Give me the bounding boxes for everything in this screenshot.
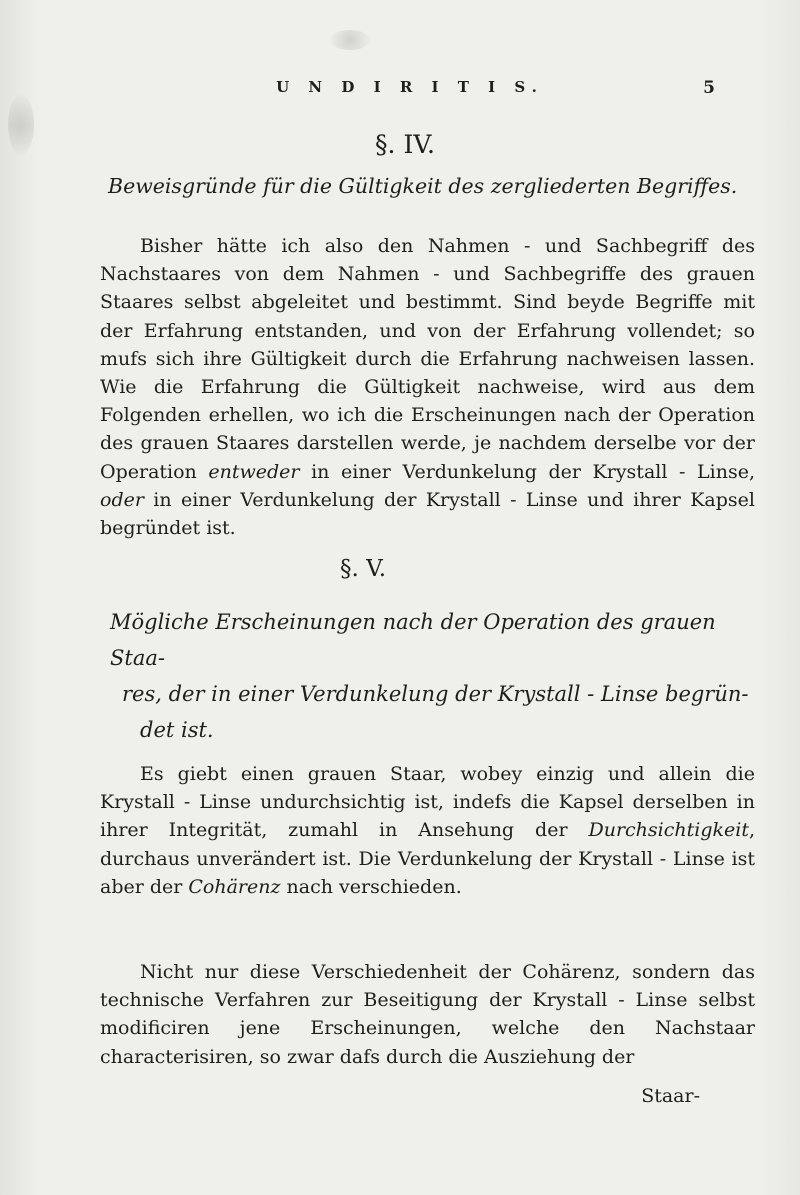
paragraph-emphasis: entweder xyxy=(208,460,300,483)
paragraph-emphasis: Cohärenz xyxy=(188,875,281,898)
paragraph-text: in einer Verdunkelung der Krystall - Linse und ihrer Kapsel begründet ist. xyxy=(100,488,755,540)
heading-line: det ist. xyxy=(140,718,214,742)
paragraph-emphasis: oder xyxy=(100,488,144,511)
paragraph-text: nach verschieden. xyxy=(280,875,462,898)
page-number: 5 xyxy=(703,78,715,98)
section-v-heading xyxy=(110,604,750,748)
section-v-paragraph-2: Nicht nur diese Verschiedenheit der Cohärenz, sondern das technische Verfahren zur Beseitigung der Krystall - Linse selbst modificiren jene Erscheinungen, welche den Nachstaar characterisiren, so zwar dafs durch die Ausziehung der xyxy=(100,961,755,1068)
running-head-title: U N D I R I T I S. xyxy=(276,78,544,96)
heading-line: res, der in einer Verdunkelung der Krystall - Linse begrün- xyxy=(122,682,749,706)
catchword: Staar- xyxy=(641,1085,700,1107)
paper-stain xyxy=(330,30,370,50)
paragraph-emphasis: Durchsichtigkeit xyxy=(588,819,749,842)
section-iv-heading: Beweisgründe für die Gültigkeit des zergliederten Begriffes. xyxy=(108,174,738,198)
heading-line: Mögliche Erscheinungen nach der Operation des grauen Staa- xyxy=(110,610,716,670)
paragraph-text: in einer Verdunkelung der Krystall - Linse, xyxy=(299,460,755,483)
section-iv-mark: §. IV. xyxy=(375,130,435,159)
paragraph-text: Es giebt einen grauen Staar, wobey einzig und allein die Krystall - Linse undurchsichtig ist, indefs die Kapsel derselben in ihrer Integrität, zumahl in Ansehung der xyxy=(100,763,755,842)
paragraph-text: Bisher hätte ich also den Nahmen - und Sachbegriff des Nachstaares von dem Nahmen - und Sachbegriffe des grauen Staares selbst abgeleitet und bestimmt. Sind beyde Begriffe mit der Erfahrung entstanden, und von der Erfahrung vollendet; so mufs sich ihre Gültigkeit durch die Erfahrung nachweisen lassen. Wie die Erfahrung die Gültigkeit nachweise, wird aus dem Folgenden erhellen, wo ich die Erscheinungen nach der Operation des grauen Staares darstellen werde, je nachdem derselbe vor der Operation xyxy=(100,235,755,483)
section-iv-paragraph xyxy=(100,232,755,542)
running-head xyxy=(0,78,800,108)
paragraph-text: , durchaus unverändert ist. Die Verdunkelung der Krystall - Linse ist aber der xyxy=(100,819,755,898)
section-v-paragraph-1 xyxy=(100,760,755,901)
section-v-mark: §. V. xyxy=(340,556,387,582)
